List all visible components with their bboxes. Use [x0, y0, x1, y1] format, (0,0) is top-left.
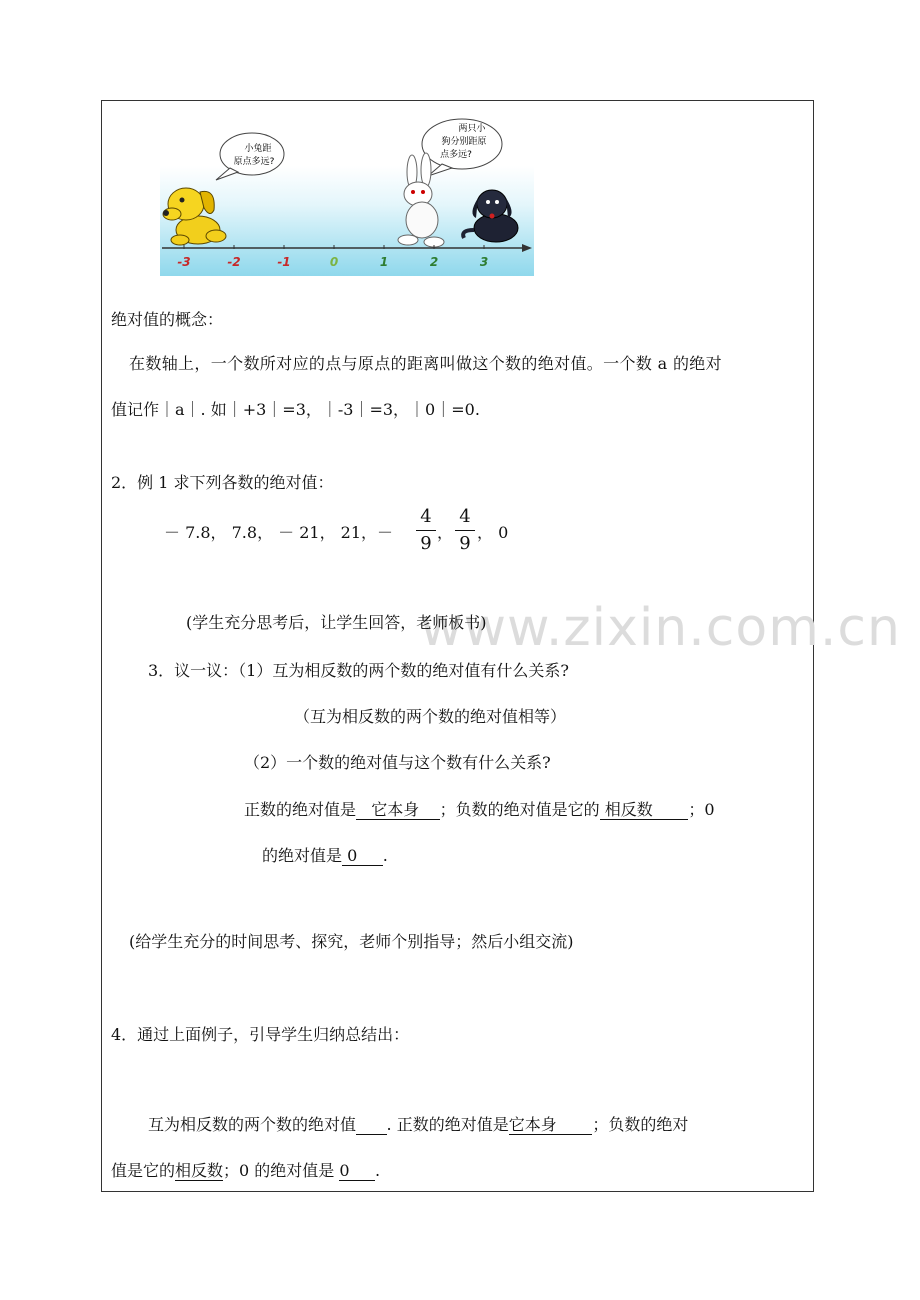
axis-tick-label: -3 — [177, 255, 191, 269]
svg-text:点多远?: 点多远? — [440, 150, 472, 160]
summary-line-2-text-b: ；0 的绝对值是 — [223, 1161, 340, 1180]
discuss-line-1-text-c: ；0 — [688, 800, 715, 819]
discuss-line-2-text-a: 的绝对值是 — [262, 846, 343, 865]
discuss-line-1-text-b: ；负数的绝对值是它的 — [439, 800, 600, 819]
summary-line-2 — [111, 1161, 380, 1181]
axis-tick-label: 0 — [329, 255, 339, 269]
svg-text:原点多远?: 原点多远? — [233, 157, 275, 167]
axis-tick-label: 1 — [379, 255, 389, 269]
summary-line-1-text-c: ；负数的绝对 — [592, 1115, 689, 1134]
summary-line-1-text-b: . 正数的绝对值是 — [386, 1115, 509, 1134]
discuss-line-1-text-a: 正数的绝对值是 — [244, 800, 357, 819]
example-values-prefix: － 7.8， 7.8， － 21， 21，－ — [164, 523, 394, 542]
summary-blank-equal — [356, 1116, 387, 1135]
svg-text:小兔距: 小兔距 — [244, 144, 272, 154]
fraction-2 — [455, 506, 475, 555]
summary-line-1 — [148, 1115, 688, 1135]
svg-text:两只小: 两只小 — [458, 124, 486, 134]
discuss-line-2-text-b: . — [382, 846, 388, 865]
summary-blank-zero: 0 — [339, 1161, 375, 1180]
concept-heading: 绝对值的概念： — [111, 310, 224, 329]
summary-line-1-text-a: 互为相反数的两个数的绝对值 — [148, 1115, 357, 1134]
discuss-answer-1: （互为相反数的两个数的绝对值相等） — [294, 707, 567, 726]
discuss-line-2 — [262, 846, 388, 866]
fraction-2-denominator: 9 — [459, 533, 471, 554]
summary-heading: 4．通过上面例子，引导学生归纳总结出： — [111, 1025, 410, 1044]
discuss-question-1: 3．议一议：（1）互为相反数的两个数的绝对值有什么关系? — [148, 661, 569, 680]
fraction-2-numerator: 4 — [459, 506, 471, 527]
fraction-1-numerator: 4 — [420, 506, 432, 527]
discuss-line-1 — [244, 800, 715, 820]
axis-tick-label: -2 — [227, 255, 241, 269]
number-line-illustration — [160, 118, 534, 276]
summary-line-2-text-c: . — [375, 1161, 381, 1180]
summary-blank-itself: 它本身 — [508, 1115, 593, 1134]
discuss-question-2: （2）一个数的绝对值与这个数有什么关系? — [244, 753, 551, 772]
example-values-suffix: ， 0 — [477, 523, 509, 542]
example-values — [164, 523, 393, 543]
concept-line-1: 在数轴上，一个数所对应的点与原点的距离叫做这个数的绝对值。一个数 a 的绝对 — [129, 354, 723, 373]
concept-line-2: 值记作｜a｜. 如｜+3｜=3，｜-3｜=3，｜0｜=0. — [111, 400, 480, 419]
summary-line-2-text-a: 值是它的 — [111, 1161, 176, 1180]
answer-blank-opposite: 相反数 — [599, 800, 689, 819]
fraction-1-denominator: 9 — [420, 533, 432, 554]
summary-blank-opposite: 相反数 — [175, 1161, 224, 1180]
guidance-note: (给学生充分的时间思考、探究，老师个别指导；然后小组交流) — [129, 932, 574, 951]
watermark: www.zixin.com.cn — [420, 598, 901, 658]
axis-tick-label: 2 — [429, 255, 439, 269]
answer-blank-zero: 0 — [342, 846, 383, 865]
axis-tick-label: -1 — [277, 255, 291, 269]
example-heading: 2．例 1 求下列各数的绝对值： — [111, 473, 334, 492]
axis-tick-label: 3 — [479, 255, 489, 269]
example-note: (学生充分思考后，让学生回答，老师板书) — [186, 613, 487, 632]
fraction-1 — [416, 506, 436, 555]
answer-blank-itself: 它本身 — [356, 800, 440, 819]
svg-text:狗分别距原: 狗分别距原 — [441, 137, 487, 147]
fraction-separator: ， — [437, 523, 454, 542]
